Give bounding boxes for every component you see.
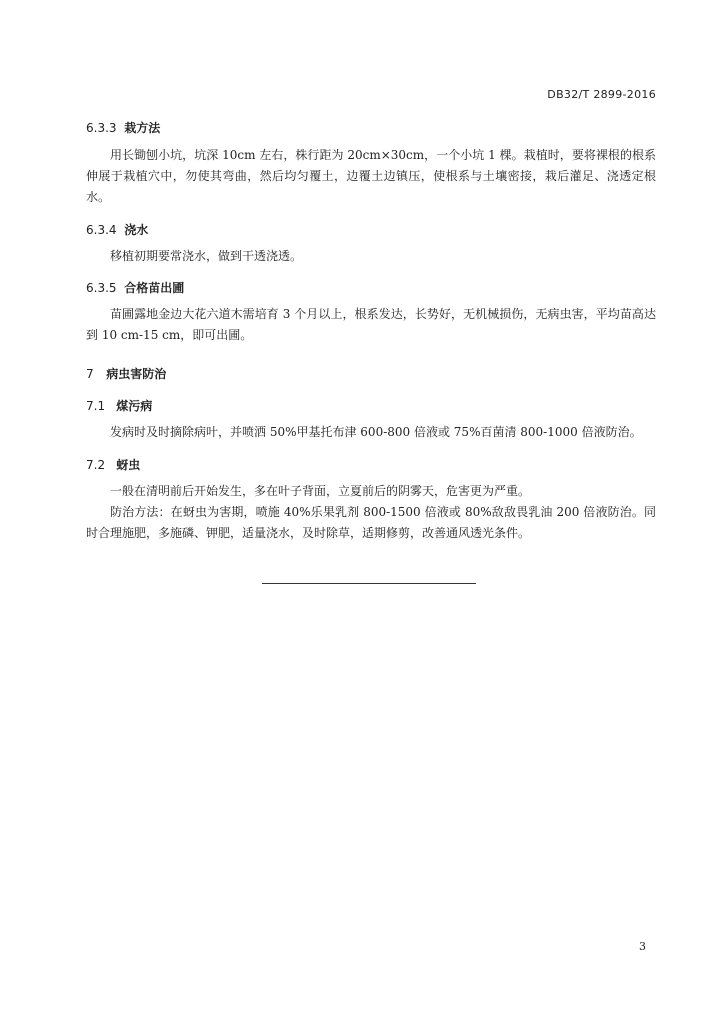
section-title: 煤污病: [116, 399, 153, 413]
section-number: 6.3.5: [86, 281, 117, 295]
section-title: 病虫害防治: [106, 367, 167, 381]
document-code: DB32/T 2899-2016: [547, 88, 656, 101]
section-number: 7: [86, 367, 94, 381]
section-title: 栽方法: [124, 121, 161, 135]
section-paragraph-6-3-5: 苗圃露地金边大花六道木需培育 3 个月以上，根系发达，长势好，无机械损伤，无病虫害，平均苗高达到 10 cm-15 cm，即可出圃。: [86, 307, 656, 342]
section-paragraph-7-2-b: 防治方法：在蚜虫为害期，喷施 40%乐果乳剂 800-1500 倍液或 80%敌敌畏乳油 200 倍液防治。同时合理施肥，多施磷、钾肥，适量浇水，及时除草，适期修剪，改善通风透光条件。: [86, 505, 656, 540]
chapter-heading-7: [86, 366, 656, 382]
section-paragraph-7-1: 发病时及时摘除病叶，并喷洒 50%甲基托布津 600-800 倍液或 75%百菌清 800-1000 倍液防治。: [110, 425, 642, 439]
section-number: 6.3.3: [86, 121, 117, 135]
section-paragraph-6-3-3: 用长锄刨小坑，坑深 10cm 左右，株行距为 20cm×30cm，一个小坑 1 棵。栽植时，要将裸根的根系伸展于栽植穴中，勿使其弯曲，然后均匀覆土，边覆土边镇压，使根系与土壤密接，栽后灌足、浇透定根水。: [86, 148, 656, 204]
section-title: 合格苗出圃: [124, 281, 185, 295]
section-paragraph-6-3-4: 移植初期要常浇水，做到干透浇透。: [110, 249, 303, 263]
section-number: 7.1: [86, 399, 106, 413]
document-body: [86, 120, 656, 544]
section-heading-6-3-5: [86, 280, 656, 296]
section-heading-7-1: [86, 398, 656, 414]
section-number: 6.3.4: [86, 223, 117, 237]
section-heading-6-3-3: [86, 120, 656, 136]
end-of-document-line: [262, 583, 476, 584]
page-number: 3: [639, 940, 646, 953]
section-number: 7.2: [86, 458, 106, 472]
section-heading-6-3-4: [86, 222, 656, 238]
section-paragraph-7-2-a: 一般在清明前后开始发生，多在叶子背面，立夏前后的阴雾天，危害更为严重。: [110, 484, 531, 498]
section-title: 蚜虫: [116, 458, 141, 472]
section-title: 浇水: [124, 223, 149, 237]
section-heading-7-2: [86, 457, 656, 473]
